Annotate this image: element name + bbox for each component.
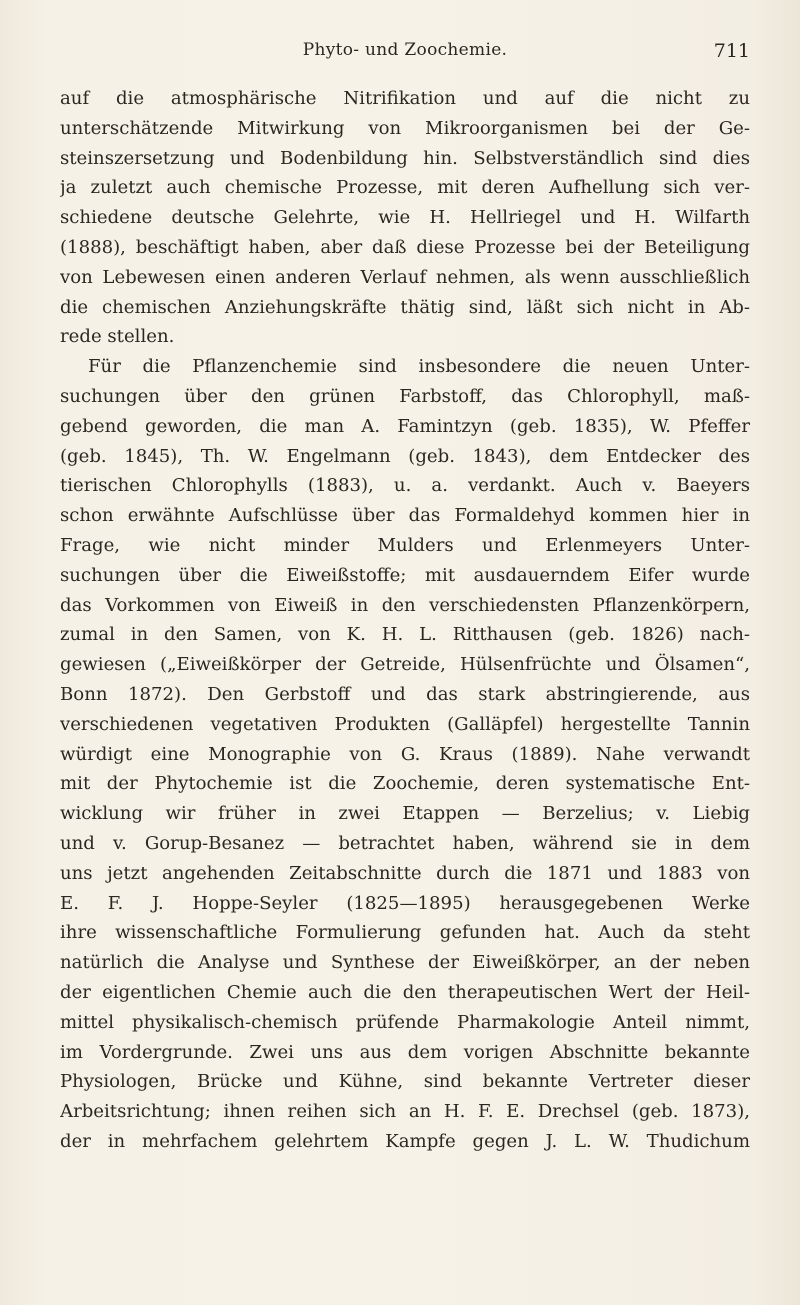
text-line: (geb. 1845), Th. W. Engelmann (geb. 1843), dem Entdecker des (60, 445, 750, 467)
text-line: suchungen über den grünen Farbstoff, das Chlorophyll, maß- (60, 385, 750, 407)
text-line: uns jetzt angehenden Zeitabschnitte durch die 1871 und 1883 von (60, 862, 750, 884)
running-title: Phyto- und Zoochemie. (302, 40, 508, 60)
text-line: ja zuletzt auch chemische Prozesse, mit deren Aufhellung sich ver- (60, 177, 750, 199)
text-line: Bonn 1872). Den Gerbstoff und das stark abstringierende, aus (60, 683, 750, 705)
text-line: unterschätzende Mitwirkung von Mikroorganismen bei der Ge- (60, 117, 750, 139)
text-line: schiedene deutsche Gelehrte, wie H. Hellriegel und H. Wilfarth (60, 207, 750, 229)
text-line: von Lebewesen einen anderen Verlauf nehmen, als wenn ausschließlich (60, 266, 750, 288)
text-line: die chemischen Anziehungskräfte thätig sind, läßt sich nicht in Ab- (60, 296, 750, 318)
text-line: der eigentlichen Chemie auch die den therapeutischen Wert der Heil- (60, 981, 750, 1003)
running-head (60, 40, 750, 70)
text-line: E. F. J. Hoppe-Seyler (1825—1895) herausgegebenen Werke (60, 892, 750, 914)
text-line: auf die atmosphärische Nitrifikation und auf die nicht zu (60, 88, 750, 109)
text-line: das Vorkommen von Eiweiß in den verschiedensten Pflanzenkörpern, (60, 594, 750, 616)
text-line: im Vordergrunde. Zwei uns aus dem vorigen Abschnitte bekannte (60, 1041, 750, 1063)
text-line: Für die Pflanzenchemie sind insbesondere die neuen Unter- (88, 356, 750, 378)
text-line: Arbeitsrichtung; ihnen reihen sich an H. F. E. Drechsel (geb. 1873), (60, 1101, 750, 1123)
body-text (60, 84, 750, 1157)
text-line: gebend geworden, die man A. Famintzyn (geb. 1835), W. Pfeffer (60, 415, 750, 437)
text-line: suchungen über die Eiweißstoffe; mit ausdauerndem Eifer wurde (60, 564, 750, 586)
text-line: tierischen Chlorophylls (1883), u. a. verdankt. Auch v. Baeyers (60, 475, 750, 497)
text-line: steinszersetzung und Bodenbildung hin. Selbstverständlich sind dies (60, 147, 750, 169)
text-line: verschiedenen vegetativen Produkten (Galläpfel) hergestellte Tannin (60, 713, 750, 735)
text-line: zumal in den Samen, von K. H. L. Ritthausen (geb. 1826) nach- (60, 624, 750, 646)
text-line: und v. Gorup-Besanez — betrachtet haben, während sie in dem (60, 832, 750, 854)
text-line: mittel physikalisch-chemisch prüfende Pharmakologie Anteil nimmt, (60, 1011, 750, 1033)
text-line: natürlich die Analyse und Synthese der Eiweißkörper, an der neben (60, 952, 750, 974)
text-line: wicklung wir früher in zwei Etappen — Berzelius; v. Liebig (60, 803, 750, 825)
text-line: ihre wissenschaftliche Formulierung gefunden hat. Auch da steht (60, 922, 750, 944)
text-line: (1888), beschäftigt haben, aber daß diese Prozesse bei der Beteiligung (60, 236, 750, 258)
text-line: rede stellen. (60, 326, 175, 348)
text-line: Frage, wie nicht minder Mulders und Erlenmeyers Unter- (60, 534, 750, 556)
text-line: Physiologen, Brücke und Kühne, sind bekannte Vertreter dieser (60, 1071, 750, 1093)
text-line: gewiesen („Eiweißkörper der Getreide, Hülsenfrüchte und Ölsamen“, (60, 654, 750, 676)
text-line: würdigt eine Monographie von G. Kraus (1889). Nahe verwandt (60, 743, 750, 765)
text-line: mit der Phytochemie ist die Zoochemie, deren systematische Ent- (60, 773, 750, 795)
text-line: schon erwähnte Aufschlüsse über das Formaldehyd kommen hier in (60, 505, 750, 527)
text-line: der in mehrfachem gelehrtem Kampfe gegen J. L. W. Thudichum (60, 1130, 750, 1152)
page-number: 711 (713, 40, 750, 62)
